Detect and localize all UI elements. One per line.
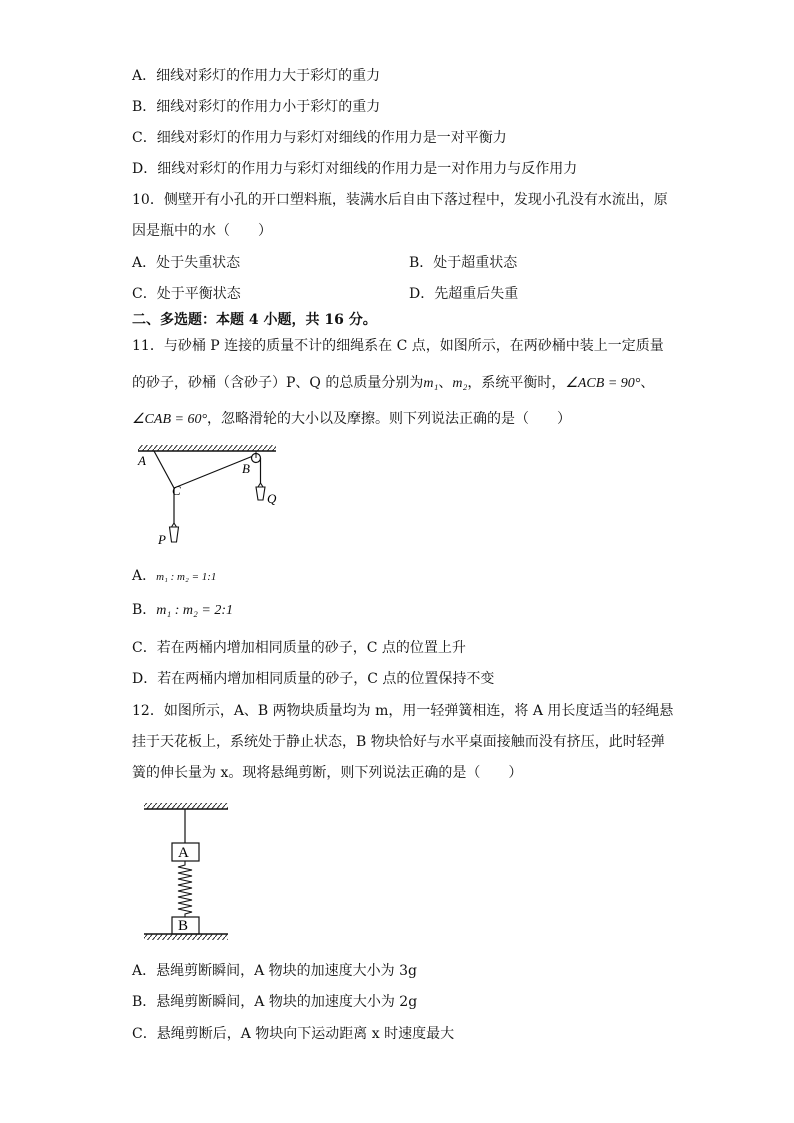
q12-label-a: A bbox=[178, 845, 189, 861]
q12-option-a: A．悬绳剪断瞬间，A 物块的加速度大小为 3g bbox=[132, 963, 417, 979]
q11-angle-cab: ∠CAB = 60° bbox=[132, 412, 208, 427]
q12-stem-line3: 簧的伸长量为 x。现将悬绳剪断，则下列说法正确的是（ ） bbox=[132, 765, 523, 781]
q11-option-d: D．若在两桶内增加相同质量的砂子，C 点的位置保持不变 bbox=[132, 671, 495, 687]
q10-stem-line1: 10．侧壁开有小孔的开口塑料瓶，装满水后自由下落过程中，发现小孔没有水流出，原 bbox=[132, 192, 668, 208]
q12-spring-diagram bbox=[140, 799, 240, 949]
q12-spring bbox=[178, 861, 192, 917]
q11-mass-m2: m₂ bbox=[452, 376, 468, 391]
q11-stem-line3 bbox=[132, 409, 571, 430]
q10-stem-line2: 因是瓶中的水（ ） bbox=[132, 223, 272, 239]
q12-option-b: B．悬绳剪断瞬间，A 物块的加速度大小为 2g bbox=[132, 994, 418, 1010]
q10-option-d: D．先超重后失重 bbox=[409, 286, 519, 302]
q11-stem-line2 bbox=[132, 373, 654, 394]
q12-ceiling-hatch bbox=[144, 803, 228, 809]
q11-label-a: A bbox=[138, 453, 146, 468]
q9-option-b: B．细线对彩灯的作用力小于彩灯的重力 bbox=[132, 99, 381, 115]
q11-label-b: B bbox=[242, 461, 250, 476]
q9-option-d: D．细线对彩灯的作用力与彩灯对细线的作用力是一对作用力与反作用力 bbox=[132, 161, 578, 177]
q11-angle-acb: ∠ACB = 90° bbox=[565, 376, 641, 391]
q12-option-c: C．悬绳剪断后，A 物块向下运动距离 x 时速度最大 bbox=[132, 1026, 455, 1042]
q11-label-p: P bbox=[158, 532, 166, 547]
q11-option-a bbox=[132, 566, 216, 587]
q11-ceiling-hatch bbox=[138, 445, 276, 451]
q11-stem-line1: 11．与砂桶 P 连接的质量不计的细绳系在 C 点，如图所示，在两砂桶中装上一定质量 bbox=[132, 338, 664, 354]
q11-option-b-prefix: B． bbox=[132, 602, 157, 618]
q10-option-b: B．处于超重状态 bbox=[409, 255, 518, 271]
q11-bucket-p bbox=[170, 523, 179, 542]
q11-stem-text-b: ，系统平衡时， bbox=[467, 375, 566, 391]
q11-bucket-q bbox=[256, 483, 265, 500]
q11-option-b-ratio: m₁ : m₂ = 2:1 bbox=[156, 603, 234, 618]
q11-rope-ac bbox=[154, 451, 174, 488]
q12-stem-line1: 12．如图所示，A、B 两物块质量均为 m，用一轻弹簧相连，将 A 用长度适当的轻绳悬 bbox=[132, 703, 674, 719]
q11-separator: 、 bbox=[438, 375, 453, 391]
q11-mass-m1: m₁ bbox=[423, 376, 439, 391]
q11-option-b bbox=[132, 600, 233, 621]
q11-stem-text-d: ，忽略滑轮的大小以及摩擦。则下列说法正确的是（ ） bbox=[207, 411, 572, 427]
q11-label-c: C bbox=[172, 483, 181, 498]
q9-option-c: C．细线对彩灯的作用力与彩灯对细线的作用力是一对平衡力 bbox=[132, 130, 507, 146]
q10-option-c: C．处于平衡状态 bbox=[132, 286, 241, 302]
q12-stem-line2: 挂于天花板上，系统处于静止状态，B 物块恰好与水平桌面接触而没有挤压，此时轻弹 bbox=[132, 734, 665, 750]
q11-option-a-prefix: A． bbox=[132, 568, 157, 584]
q11-label-q: Q bbox=[267, 491, 277, 506]
q12-table-hatch bbox=[144, 934, 228, 940]
q11-option-c: C．若在两桶内增加相同质量的砂子，C 点的位置上升 bbox=[132, 640, 466, 656]
q11-option-a-ratio: m₁ : m₂ = 1:1 bbox=[156, 571, 217, 583]
q11-stem-text-a: 的砂子，砂桶（含砂子）P、Q 的总质量分别为 bbox=[132, 375, 424, 391]
q12-label-b: B bbox=[178, 918, 189, 934]
q11-pulley-diagram bbox=[134, 443, 284, 553]
q10-option-a: A．处于失重状态 bbox=[132, 255, 241, 271]
q11-stem-text-c: 、 bbox=[640, 375, 655, 391]
q9-option-a: A．细线对彩灯的作用力大于彩灯的重力 bbox=[132, 68, 381, 84]
section-heading-multiple-choice: 二、多选题：本题 4 小题，共 16 分。 bbox=[132, 312, 377, 328]
